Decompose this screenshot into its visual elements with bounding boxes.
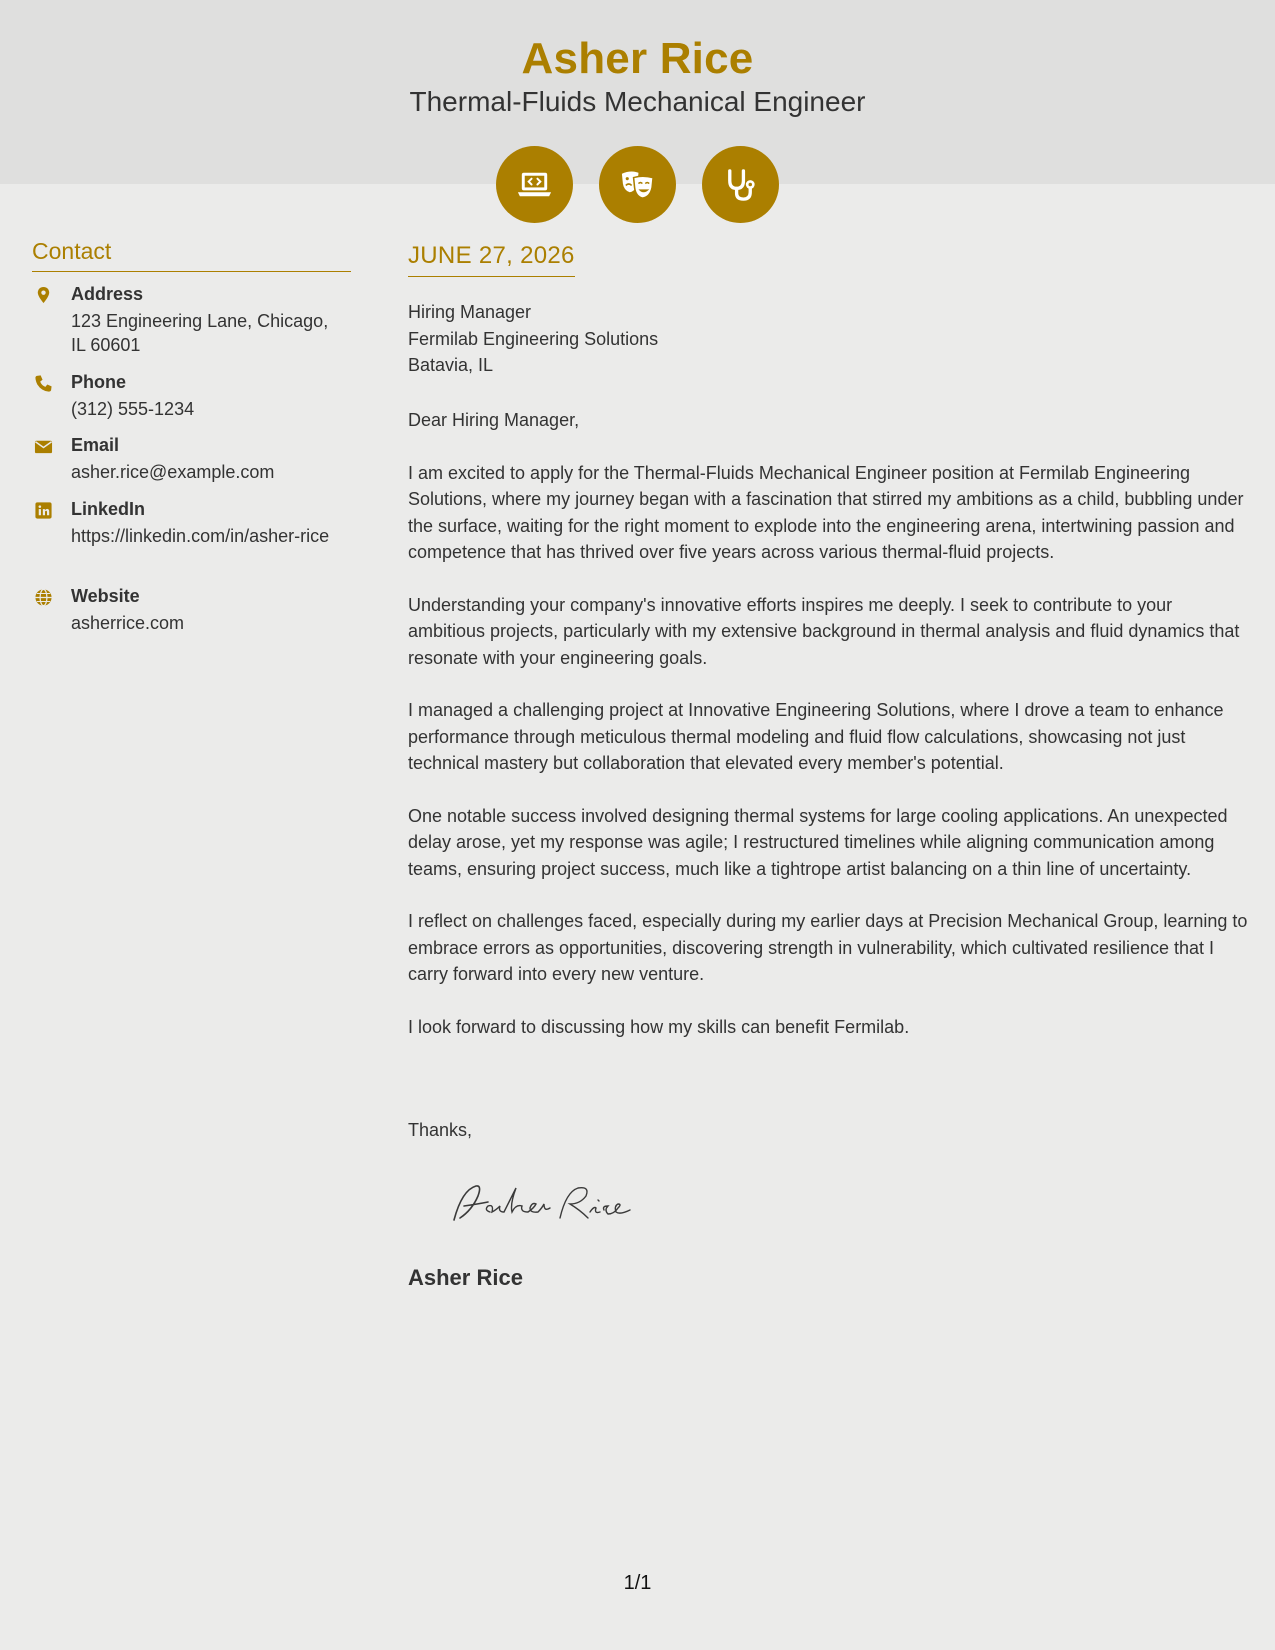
phone-icon: [34, 374, 53, 393]
email-label: Email: [71, 435, 120, 455]
page-number: 1/1: [623, 1572, 652, 1594]
letter-body: [408, 407, 1253, 1066]
salutation: Dear Hiring Manager,: [408, 410, 580, 430]
phone-label: Phone: [71, 372, 127, 392]
contact-address: [32, 284, 352, 354]
website-label: Website: [71, 586, 140, 606]
recipient-line: Batavia, IL: [408, 355, 494, 375]
contact-linkedin: [32, 499, 352, 571]
contact-heading: Contact: [32, 238, 351, 272]
email-value: asher.rice@example.com: [71, 462, 275, 482]
header-icons: [0, 146, 1275, 223]
recipient-block: [408, 299, 658, 379]
linkedin-icon: [34, 501, 53, 520]
linkedin-value: https://linkedin.com/in/asher-rice: [71, 526, 330, 546]
envelope-icon: [34, 437, 53, 456]
letter-date: JUNE 27, 2026: [408, 242, 575, 277]
contact-email: [32, 435, 352, 485]
linkedin-label: LinkedIn: [71, 499, 146, 519]
body-paragraph: I look forward to discussing how my skills can benefit Fermilab.: [408, 1016, 910, 1037]
body-paragraph: I managed a challenging project at Innovative Engineering Solutions, where I drove a team to enhance performance through meticulous thermal modeling and fluid flow calculations, showcasing not just technical mastery but collaboration that elevated every member's potential.: [408, 700, 1224, 773]
address-label: Address: [71, 284, 144, 304]
body-paragraph: I reflect on challenges faced, especially during my earlier days at Precision Mechanical Group, learning to embrace errors as opportunities, discovering strength in vulnerability, which cultivated resilience that I carry forward into every new venture.: [408, 911, 1248, 984]
masks-theater-icon: [599, 146, 676, 223]
applicant-title: Thermal-Fluids Mechanical Engineer: [409, 86, 866, 117]
laptop-code-icon: [496, 146, 573, 223]
body-paragraph: I am excited to apply for the Thermal-Fluids Mechanical Engineer position at Fermilab Engineering Solutions, where my journey began with a fascination that stirred my ambitions as a child, bubbling under the surface, waiting for the right moment to explode into the engineering arena, intertwining passion and competence that has thrived over five years across various thermal-fluid projects.: [408, 462, 1244, 562]
globe-icon: [34, 588, 53, 607]
contact-website: [32, 586, 352, 636]
stethoscope-icon: [702, 146, 779, 223]
contact-phone: [32, 372, 352, 422]
applicant-name: Asher Rice: [521, 34, 754, 83]
recipient-line: Fermilab Engineering Solutions: [408, 328, 659, 349]
map-pin-icon: [34, 286, 53, 305]
body-paragraph: Understanding your company's innovative efforts inspires me deeply. I seek to contribute to your ambitious projects, particularly with my extensive background in thermal analysis and fluid dynamics that resonate with your engineering goals.: [408, 594, 1240, 668]
address-value: 123 Engineering Lane, Chicago, IL 60601: [71, 311, 329, 355]
phone-value: (312) 555-1234: [71, 399, 195, 419]
website-value: asherrice.com: [71, 613, 185, 633]
signer-name: Asher Rice: [408, 1265, 523, 1290]
handwritten-signature: [448, 1180, 638, 1230]
recipient-line: Hiring Manager: [408, 302, 532, 322]
body-paragraph: One notable success involved designing thermal systems for large cooling applications. An unexpected delay arose, yet my response was agile; I restructured timelines while aligning communication among teams, ensuring project success, much like a tightrope artist balancing on a thin line of uncertainty.: [408, 805, 1228, 879]
closing: Thanks,: [408, 1120, 473, 1140]
